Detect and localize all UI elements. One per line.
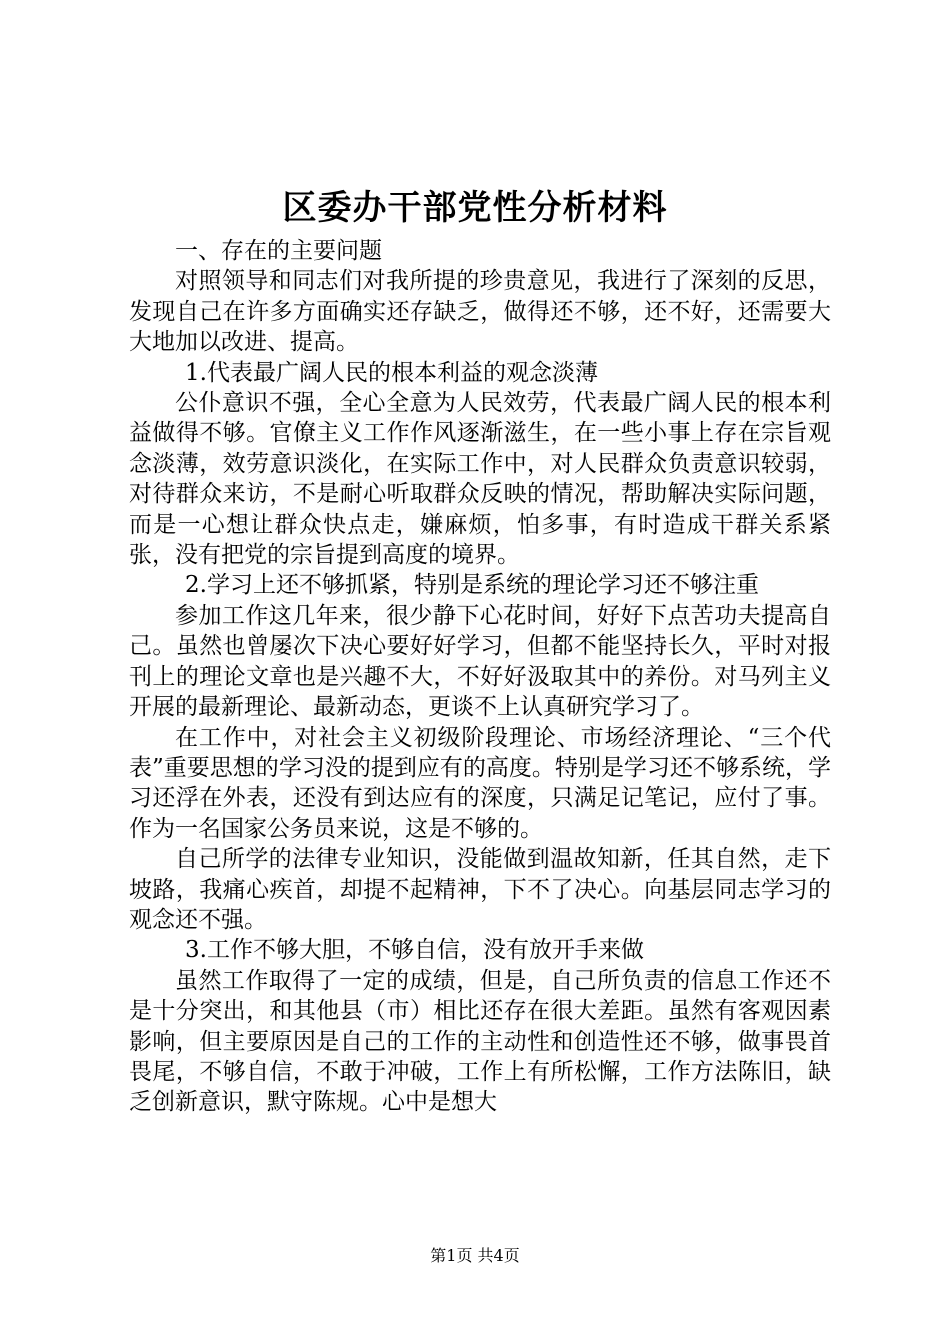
page-number-footer: 第1页 共4页 <box>430 1246 520 1265</box>
document-title: 区委办干部党性分析材料 <box>282 188 668 228</box>
subheading-1: 1.代表最广阔人民的根本利益的观念淡薄 <box>185 359 598 386</box>
paragraph-2a: 参加工作这几年来，很少静下心花时间，好好下点苦功夫提高自己。虽然也曾屡次下决心要好好学习，但都不能坚持长久，平时对报刊上的理论文章也是兴趣不大，不好好汲取其中的养份。对马列主义开展的最新理论、最新动态，更谈不上认真研究学习了。 <box>129 602 831 721</box>
paragraph-1: 公仆意识不强，全心全意为人民效劳，代表最广阔人民的根本利益做得不够。官僚主义工作作风逐渐滋生，在一些小事上存在宗旨观念淡薄，效劳意识淡化，在实际工作中，对人民群众负责意识较弱，对待群众来访，不是耐心听取群众反映的情况，帮助解决实际问题，而是一心想让群众快点走，嫌麻烦，怕多事，有时造成干群关系紧张，没有把党的宗旨提到高度的境界。 <box>129 390 831 569</box>
paragraph-2b: 在工作中，对社会主义初级阶段理论、市场经济理论、“三个代表”重要思想的学习没的提到应有的高度。特别是学习还不够系统，学习还浮在外表，还没有到达应有的深度，只满足记笔记，应付了事。作为一名国家公务员来说，这是不够的。 <box>129 724 831 842</box>
section-heading-problems: 一、存在的主要问题 <box>175 238 382 264</box>
paragraph-intro: 对照领导和同志们对我所提的珍贵意见，我进行了深刻的反思，发现自己在许多方面确实还存缺乏，做得还不够，还不好，还需要大大地加以改进、提高。 <box>129 268 831 356</box>
paragraph-3: 虽然工作取得了一定的成绩，但是，自己所负责的信息工作还不是十分突出，和其他县（市）相比还存在很大差距。虽然有客观因素影响，但主要原因是自己的工作的主动性和创造性还不够，做事畏首畏尾，不够自信，不敢于冲破，工作上有所松懈，工作方法陈旧，缺乏创新意识，默守陈规。心中是想大 <box>129 967 831 1116</box>
document-body <box>129 236 831 1118</box>
subheading-3: 3.工作不够大胆，不够自信，没有放开手来做 <box>185 937 644 964</box>
paragraph-2c: 自己所学的法律专业知识，没能做到温故知新，任其自然，走下坡路，我痛心疾首，却提不起精神，下不了决心。向基层同志学习的观念还不强。 <box>129 846 831 933</box>
subheading-2: 2.学习上还不够抓紧，特别是系统的理论学习还不够注重 <box>185 572 759 599</box>
